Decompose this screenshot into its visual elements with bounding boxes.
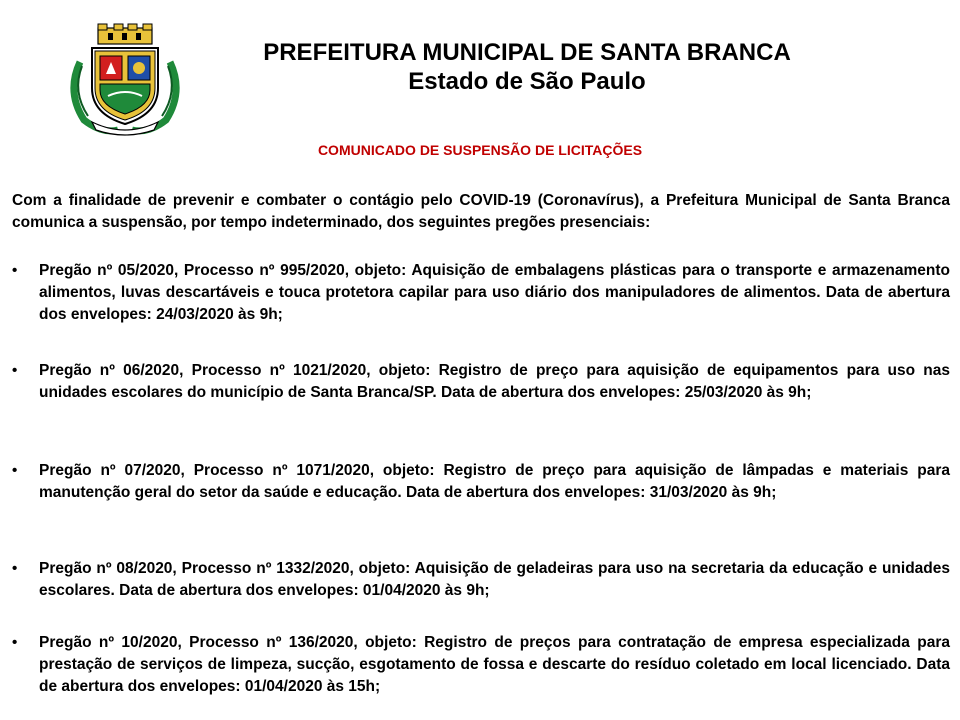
list-item [12, 558, 950, 602]
list-item-text: Pregão nº 08/2020, Processo nº 1332/2020, objeto: Aquisição de geladeiras para uso na secretaria da educação e unidades escolares. Data de abertura dos envelopes: 01/04/2020 às 9h; [39, 560, 950, 599]
list-item-text: Pregão nº 10/2020, Processo nº 136/2020, objeto: Registro de preços para contratação de empresa especializada para prestação de serviços de limpeza, sucção, esgotamento de fossa e descarte do resíduo coletado em local licenciado. Data de abertura dos envelopes: 01/04/2020 às 15h; [39, 634, 950, 695]
list-item-text: Pregão nº 05/2020, Processo nº 995/2020, objeto: Aquisição de embalagens plásticas para o transporte e armazenamento alimentos, luvas descartáveis e touca protetora capilar para uso diário dos manipuladores de alimentos. Data de abertura dos envelopes: 24/03/2020 às 9h; [39, 262, 950, 323]
list-item [12, 460, 950, 504]
list-item [12, 260, 950, 326]
title-state: Estado de São Paulo [408, 68, 646, 95]
bullet-icon: • [12, 560, 18, 577]
bullet-icon: • [12, 634, 18, 651]
list-item-text: Pregão nº 06/2020, Processo nº 1021/2020, objeto: Registro de preço para aquisição de equipamentos para uso nas unidades escolares do município de Santa Branca/SP. Data de abertura dos envelopes: 25/03/2020 às 9h; [39, 362, 950, 401]
bullet-icon: • [12, 362, 18, 379]
notice-intro: Com a finalidade de prevenir e combater o contágio pelo COVID-19 (Coronavírus), a Prefeitura Municipal de Santa Branca comunica a suspensão, por tempo indeterminado, dos seguintes pregões presenciais: [12, 192, 950, 231]
list-item [12, 360, 950, 404]
bullet-icon: • [12, 262, 18, 279]
title-municipality: PREFEITURA MUNICIPAL DE SANTA BRANCA [263, 39, 791, 66]
page-title [200, 38, 854, 96]
notice-subtitle: COMUNICADO DE SUSPENSÃO DE LICITAÇÕES [317, 142, 643, 158]
list-item-text: Pregão nº 07/2020, Processo nº 1071/2020, objeto: Registro de preço para aquisição de lâmpadas e materiais para manutenção geral do setor da saúde e educação. Data de abertura dos envelopes: 31/03/2020 às 9h; [39, 462, 950, 501]
bullet-icon: • [12, 462, 18, 479]
list-item [12, 632, 950, 698]
municipal-coat-of-arms-icon [62, 22, 188, 138]
